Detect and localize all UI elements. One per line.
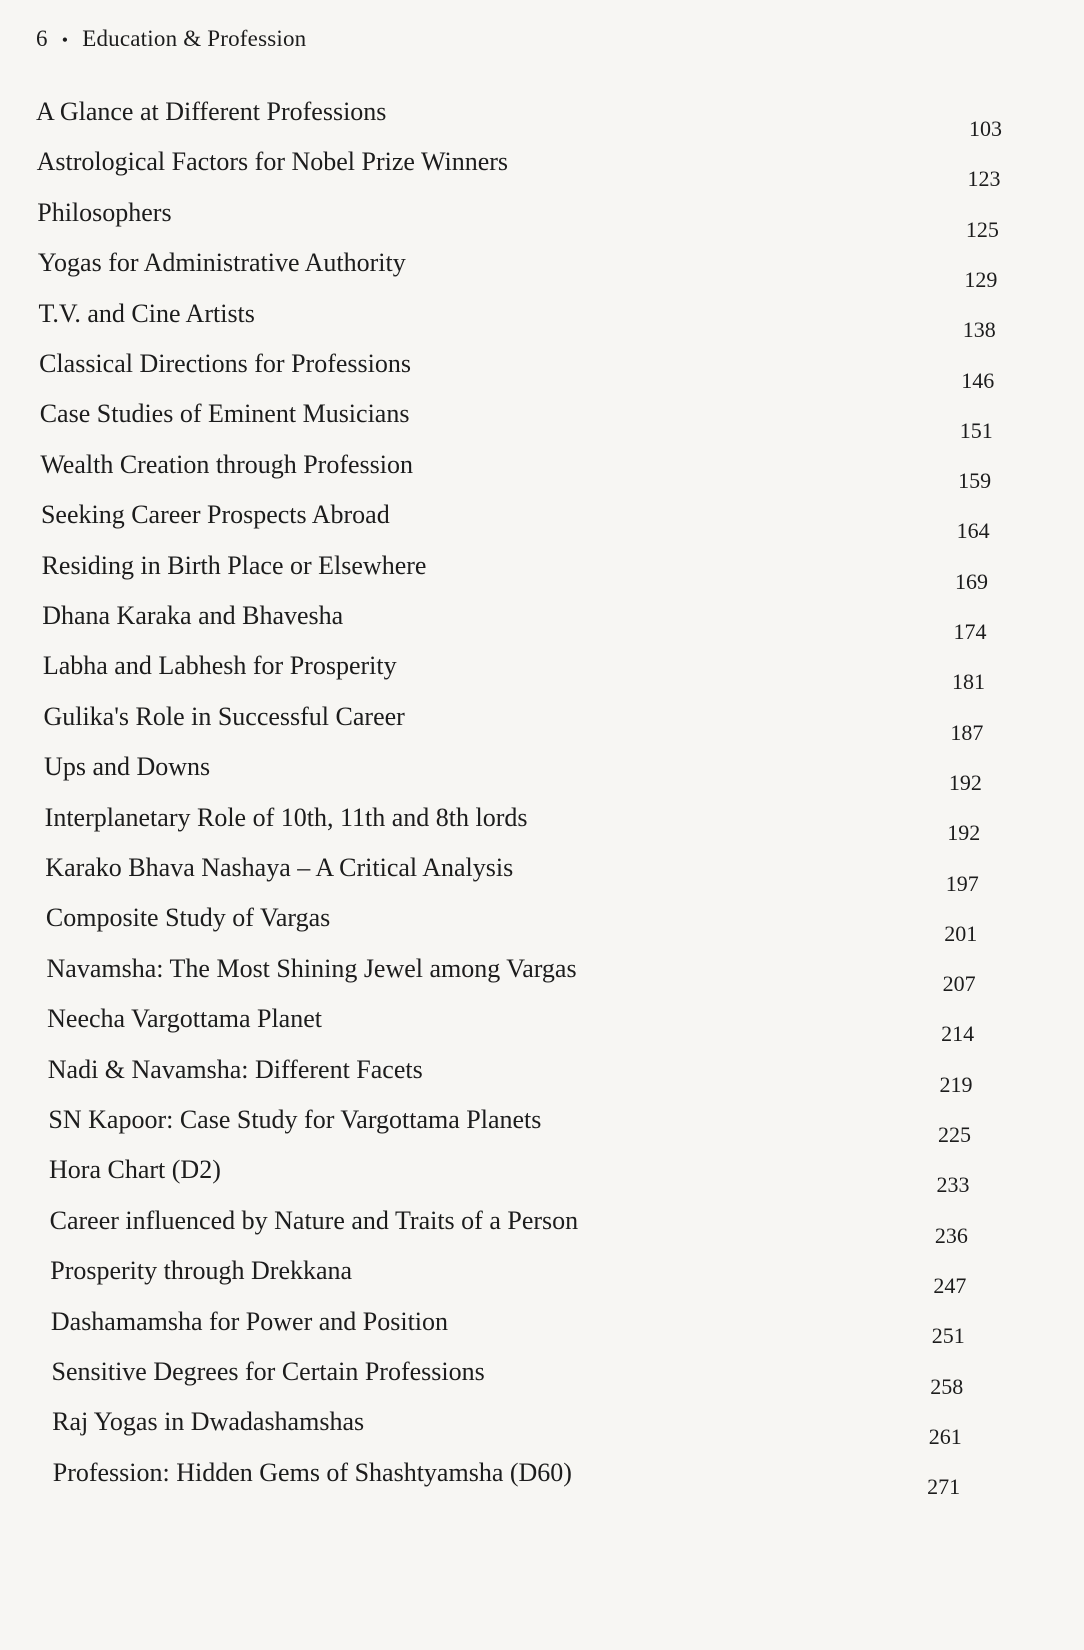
- toc-entry-page: 197: [945, 870, 979, 896]
- toc-entry-page: 169: [955, 568, 989, 594]
- toc-entry-title: Profession: Hidden Gems of Shashtyamsha (D60): [52, 1457, 572, 1487]
- toc-entry-title: Gulika's Role in Successful Career: [43, 701, 405, 731]
- toc-entry-page: 146: [961, 367, 995, 393]
- toc-entry-page: 125: [965, 216, 999, 242]
- toc-entry-page: 271: [927, 1474, 961, 1500]
- toc-entry-page: 129: [964, 266, 998, 292]
- toc-entry-page: 247: [933, 1272, 967, 1298]
- toc-entry-page: 214: [941, 1021, 975, 1047]
- toc-entry-title: T.V. and Cine Artists: [38, 298, 255, 328]
- toc-entry-title: Neecha Vargottama Planet: [47, 1004, 322, 1034]
- toc-entry-page: 236: [934, 1222, 968, 1248]
- toc-entry-page: 233: [936, 1172, 970, 1198]
- bullet-separator: •: [61, 30, 69, 50]
- toc-entry-page: 192: [948, 769, 982, 795]
- toc-entry-title: Seeking Career Prospects Abroad: [40, 500, 390, 530]
- toc-entry-title: Career influenced by Nature and Traits of a Person: [49, 1205, 579, 1235]
- toc-entry-title: Interplanetary Role of 10th, 11th and 8th lords: [44, 802, 528, 832]
- toc-entry-page: 219: [939, 1071, 973, 1097]
- toc-entry-page: 159: [958, 468, 992, 494]
- toc-entry-page: 164: [956, 518, 990, 544]
- toc-entry-page: 151: [959, 417, 993, 443]
- toc-entry-title: Composite Study of Vargas: [45, 903, 331, 933]
- toc-entry-page: 138: [962, 317, 996, 343]
- toc-entry-title: Labha and Labhesh for Prosperity: [42, 651, 397, 681]
- toc-entry-title: Karako Bhava Nashaya – A Critical Analysis: [45, 853, 514, 882]
- toc-entry-title: Philosophers: [37, 197, 172, 227]
- toc-entry-title: Raj Yogas in Dwadashamshas: [52, 1407, 365, 1437]
- toc-entry-title: Residing in Birth Place or Elsewhere: [41, 550, 427, 580]
- toc-entry-title: Yogas for Administrative Authority: [37, 248, 406, 278]
- toc-entry-title: Case Studies of Eminent Musicians: [39, 399, 410, 429]
- toc-entry-title: SN Kapoor: Case Study for Vargottama Planets: [48, 1105, 542, 1134]
- toc-entry-page: 225: [938, 1122, 971, 1147]
- toc-entry-title: Nadi & Navamsha: Different Facets: [47, 1054, 423, 1084]
- toc-entry-title: Classical Directions for Professions: [39, 349, 411, 378]
- toc-entry-page: 103: [969, 116, 1002, 141]
- toc-entry-page: 174: [953, 619, 987, 644]
- toc-entry-title: Wealth Creation through Profession: [40, 449, 413, 479]
- toc-entry-page: 201: [944, 920, 978, 946]
- toc-entry-title: Ups and Downs: [44, 752, 211, 782]
- toc-entry-page: 192: [947, 820, 981, 846]
- toc-entry-page: 258: [930, 1373, 964, 1399]
- toc-entry-title: Prosperity through Drekkana: [50, 1256, 353, 1286]
- toc-entry-page: 123: [967, 166, 1001, 192]
- toc-entry-title: Sensitive Degrees for Certain Professions: [51, 1357, 485, 1386]
- toc-entry-title: Dhana Karaka and Bhavesha: [42, 601, 344, 630]
- page-number: 6: [36, 26, 48, 51]
- toc-entry-page: 261: [928, 1423, 962, 1449]
- toc-entry-page: 207: [942, 971, 976, 997]
- toc-entry-page: 187: [950, 719, 984, 745]
- toc-entry-page: 181: [951, 669, 985, 695]
- toc-entry-page: 251: [931, 1323, 965, 1349]
- toc-entry-title: Hora Chart (D2): [49, 1155, 221, 1185]
- toc-entry-title: A Glance at Different Professions: [36, 97, 387, 126]
- toc-entry-title: Astrological Factors for Nobel Prize Winners: [36, 147, 509, 177]
- book-title: Education & Profession: [82, 26, 307, 51]
- toc-entry-title: Dashamamsha for Power and Position: [50, 1306, 449, 1336]
- toc-entry-title: Navamsha: The Most Shining Jewel among Vargas: [46, 953, 577, 983]
